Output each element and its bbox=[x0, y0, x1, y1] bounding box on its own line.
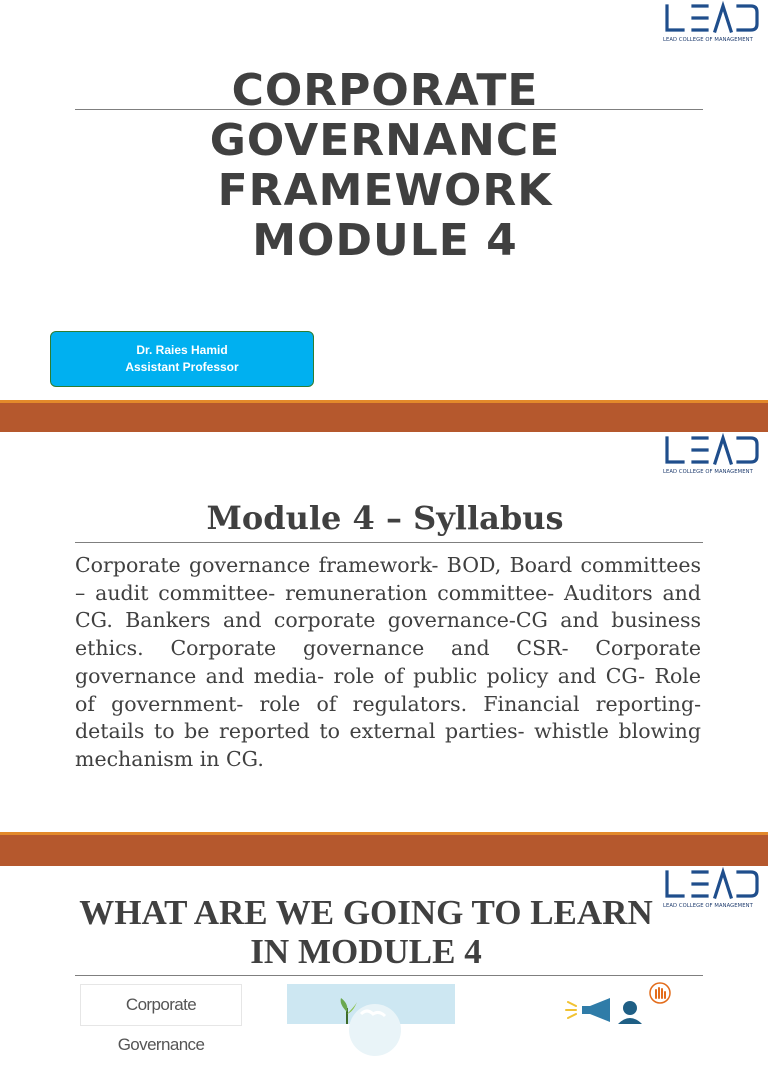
learning-title-line-1: WHAT ARE WE GOING TO LEARN bbox=[79, 893, 653, 932]
slide-divider-band bbox=[0, 400, 768, 432]
slide-divider-band bbox=[0, 832, 768, 866]
slide-title-heading bbox=[75, 66, 695, 266]
lead-logo-icon bbox=[663, 2, 759, 46]
logo-subtitle: LEAD COLLEGE OF MANAGEMENT bbox=[663, 37, 753, 43]
title-line-1: CORPORATE bbox=[231, 65, 539, 116]
globe-plant-icon bbox=[287, 984, 455, 1024]
learning-title bbox=[70, 893, 662, 971]
learning-underline bbox=[75, 975, 703, 976]
lead-logo-icon bbox=[663, 434, 759, 478]
corporate-governance-image bbox=[80, 984, 242, 1054]
syllabus-underline bbox=[75, 542, 703, 543]
cg-image-label: Corporate Governance bbox=[117, 995, 205, 1054]
learning-title-line-2: IN MODULE 4 bbox=[250, 932, 482, 971]
author-box bbox=[50, 331, 314, 387]
megaphone-icon bbox=[560, 984, 690, 1024]
lead-logo-icon bbox=[663, 868, 759, 912]
logo-subtitle: LEAD COLLEGE OF MANAGEMENT bbox=[663, 469, 753, 475]
title-line-3: FRAMEWORK bbox=[217, 165, 553, 216]
author-role: Assistant Professor bbox=[125, 360, 239, 374]
slide-title bbox=[0, 0, 768, 400]
logo-subtitle: LEAD COLLEGE OF MANAGEMENT bbox=[663, 903, 753, 909]
syllabus-title: Module 4 – Syllabus bbox=[206, 499, 564, 537]
syllabus-body: Corporate governance framework- BOD, Board committees – audit committee- remuneration committee- Auditors and CG. Bankers and corporate governance-CG and business ethics. Corporate governance and CSR- Corporate governance and media- role of public policy and CG- Role of government- role of regulators. Financial reporting-details to be reported to external parties- whistle blowing mechanism in CG. bbox=[75, 553, 701, 771]
title-line-2: GOVERNANCE bbox=[209, 115, 561, 166]
title-line-4: MODULE 4 bbox=[252, 215, 518, 266]
author-name: Dr. Raies Hamid bbox=[136, 343, 228, 357]
